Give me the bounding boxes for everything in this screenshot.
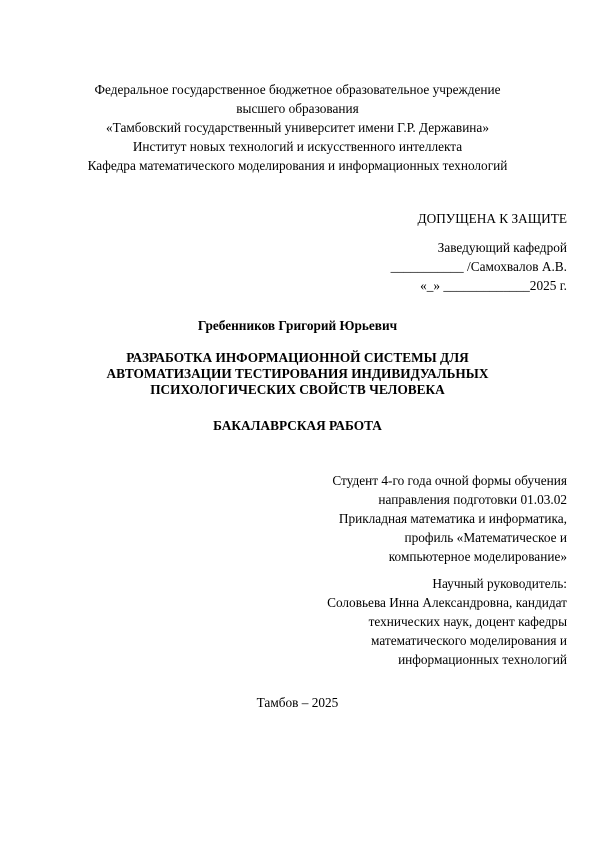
header-line: «Тамбовский государственный университет имени Г.Р. Державина» bbox=[106, 120, 489, 135]
institution-header bbox=[0, 80, 595, 175]
header-line: Федеральное государственное бюджетное образовательное учреждение bbox=[94, 82, 501, 97]
header-line: Кафедра математического моделирования и информационных технологий bbox=[87, 158, 508, 173]
supervisor-line: Соловьева Инна Александровна, кандидат bbox=[327, 595, 567, 610]
approval-status: ДОПУЩЕНА К ЗАЩИТЕ bbox=[417, 211, 567, 226]
approval-date-line: «_» _____________2025 г. bbox=[420, 278, 567, 293]
student-line: Студент 4-го года очной формы обучения bbox=[332, 473, 567, 488]
city-year-block bbox=[0, 693, 595, 712]
supervisor-line: математического моделирования и bbox=[371, 633, 567, 648]
approval-signature-block bbox=[391, 238, 567, 295]
approval-block bbox=[418, 209, 567, 228]
approval-role: Заведующий кафедрой bbox=[437, 240, 567, 255]
student-line: Прикладная математика и информатика, bbox=[338, 511, 567, 526]
author-name: Гребенников Григорий Юрьевич bbox=[197, 318, 398, 333]
thesis-title bbox=[0, 350, 595, 398]
student-line: компьютерное моделирование» bbox=[388, 549, 567, 564]
student-line: направления подготовки 01.03.02 bbox=[378, 492, 567, 507]
title-line: РАЗРАБОТКА ИНФОРМАЦИОННОЙ СИСТЕМЫ ДЛЯ bbox=[126, 350, 469, 365]
work-type-block bbox=[0, 416, 595, 435]
student-line: профиль «Математическое и bbox=[404, 530, 567, 545]
header-line: высшего образования bbox=[236, 101, 359, 116]
student-info bbox=[332, 471, 567, 566]
title-line: ПСИХОЛОГИЧЕСКИХ СВОЙСТВ ЧЕЛОВЕКА bbox=[150, 382, 445, 397]
title-line: АВТОМАТИЗАЦИИ ТЕСТИРОВАНИЯ ИНДИВИДУАЛЬНЫХ bbox=[106, 366, 489, 381]
supervisor-line: информационных технологий bbox=[398, 652, 567, 667]
author-name-block bbox=[0, 316, 595, 335]
supervisor-line: технических наук, доцент кафедры bbox=[368, 614, 567, 629]
approval-signature-line: ___________ /Самохвалов А.В. bbox=[390, 259, 567, 274]
work-type: БАКАЛАВРСКАЯ РАБОТА bbox=[213, 418, 382, 433]
supervisor-info bbox=[327, 574, 567, 669]
header-line: Институт новых технологий и искусственного интеллекта bbox=[132, 139, 463, 154]
city-year: Тамбов – 2025 bbox=[256, 695, 339, 710]
supervisor-line: Научный руководитель: bbox=[432, 576, 567, 591]
